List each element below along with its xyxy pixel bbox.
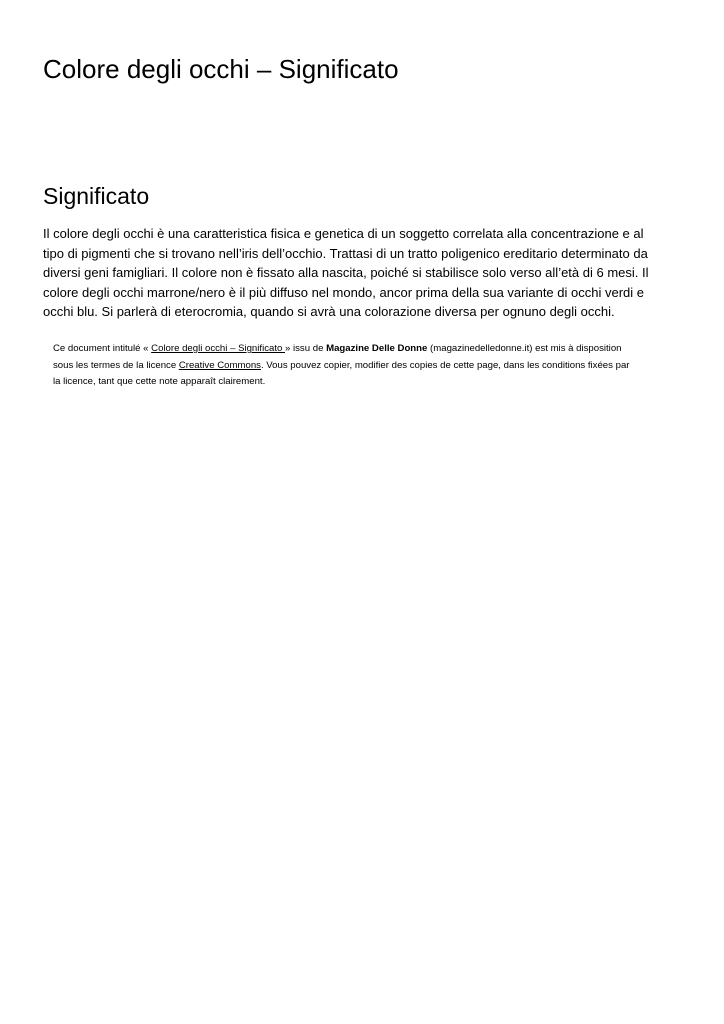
license-line-2 <box>53 358 685 375</box>
creative-commons-link[interactable]: Creative Commons <box>178 359 261 371</box>
paragraph-line: Il colore degli occhi è una caratteristica fisica e genetica di un soggetto correlata alla concentrazione e al <box>43 226 644 241</box>
license-line-1 <box>53 341 685 358</box>
section-heading: Significato <box>43 183 150 209</box>
license-terms-prefix: sous les termes de la licence <box>53 359 179 371</box>
paragraph-line: occhi blu. Si parlerà di eterocromia, quando si avrà una colorazione diversa per ognuno degli occhi. <box>43 304 615 320</box>
license-middle: » issu de <box>285 343 327 354</box>
license-terms-suffix: . Vous pouvez copier, modifier des copies de cette page, dans les conditions fixées par <box>260 359 630 371</box>
license-prefix: Ce document intitulé « <box>53 343 152 354</box>
license-suffix: (magazinedelledonne.it) est mis à disposition <box>427 343 622 354</box>
paragraph-line: colore degli occhi marrone/nero è il più diffuso nel mondo, ancor prima della sua variante di occhi verdi e <box>43 284 644 300</box>
license-line-3: la licence, tant que cette note apparaît clairement. <box>53 376 266 387</box>
paragraph-line: tipo di pigmenti che si trovano nell’iris dell’occhio. Trattasi di un tratto poligenico ereditario determinato da <box>43 245 648 261</box>
publisher-name: Magazine Delle Donne <box>326 343 428 354</box>
license-note <box>53 341 685 391</box>
page-title: Colore degli occhi – Significato <box>43 54 399 84</box>
article-paragraph <box>43 224 683 322</box>
paragraph-line: diversi geni famigliari. Il colore non è fissato alla nascita, poiché si stabilisce solo verso all’età di 6 mesi. Il <box>43 265 649 281</box>
article-link[interactable]: Colore degli occhi – Significato <box>151 343 285 354</box>
